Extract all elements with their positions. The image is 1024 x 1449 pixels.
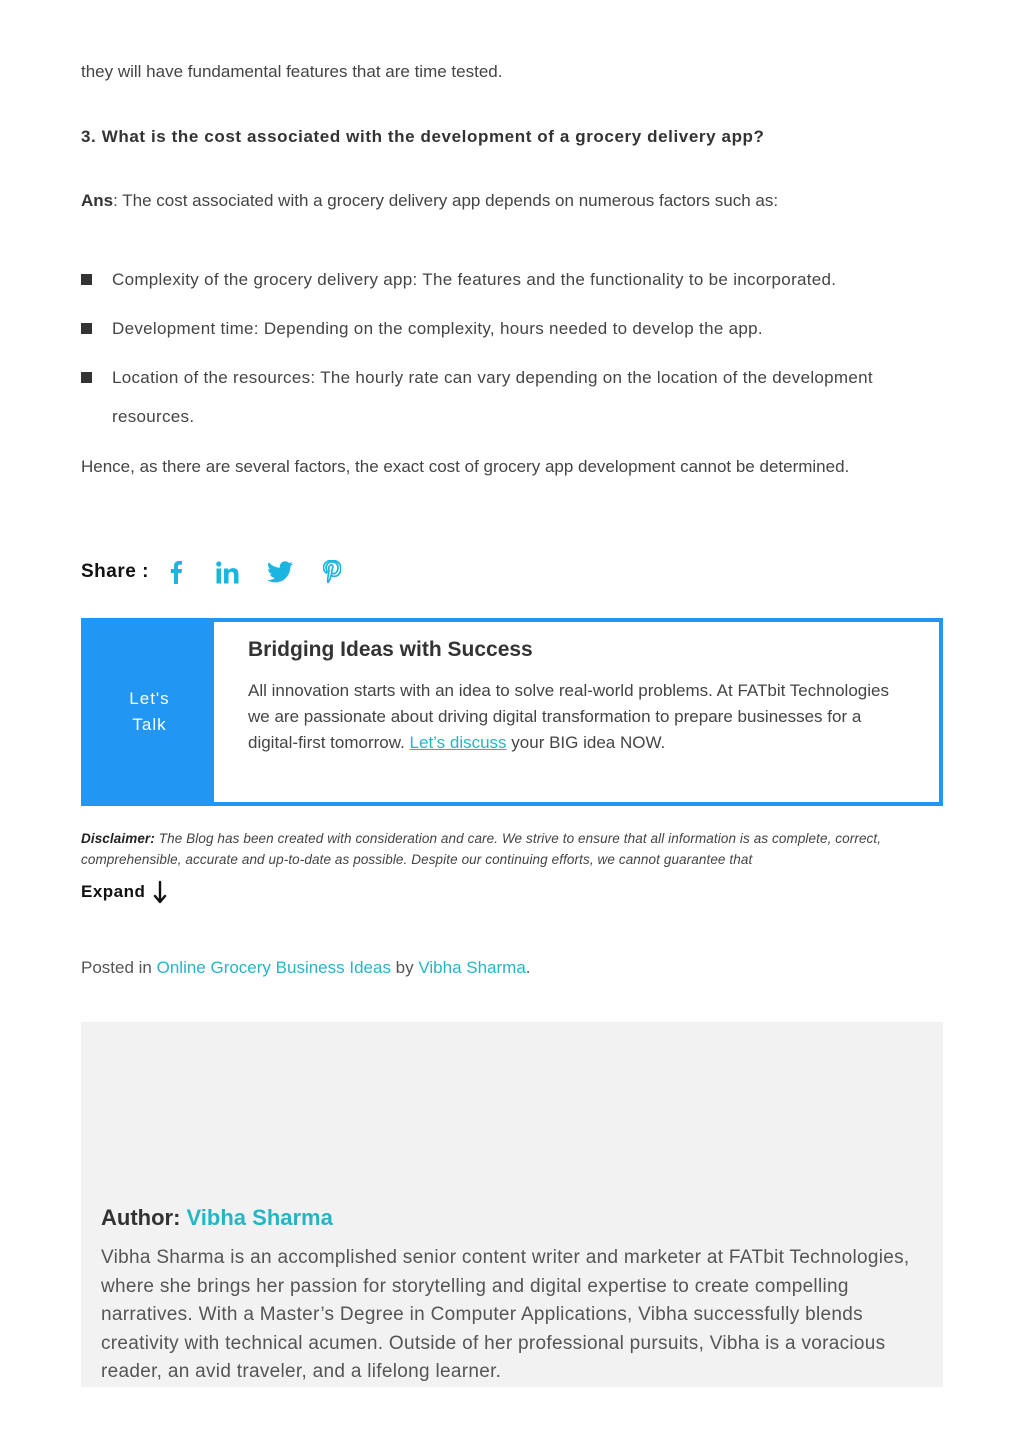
square-bullet-icon xyxy=(81,274,92,285)
expand-button[interactable] xyxy=(81,880,167,904)
cta-text: All innovation starts with an idea to solve real-world problems. At FATbit Technologies we are passionate about driving digital transformation to prepare businesses for a digital-first tomorrow. Let’s discuss your BIG idea NOW. xyxy=(248,681,889,752)
author-heading: Author: Vibha Sharma xyxy=(101,1205,333,1230)
list-item: Development time: Depending on the complexity, hours needed to develop the app. xyxy=(81,309,951,348)
share-bar xyxy=(81,557,371,587)
cta-title: Bridging Ideas with Success xyxy=(248,638,533,661)
disclaimer-text: Disclaimer: The Blog has been created with consideration and care. We strive to ensure that all information is as complete, correct, comprehensible, accurate and up-to-date as possible. Despite our continuing efforts, we cannot guarantee that xyxy=(81,831,882,867)
lets-talk-banner xyxy=(81,618,943,806)
conclusion-text: Hence, as there are several factors, the exact cost of grocery app development cannot be determined. xyxy=(81,457,850,476)
faq-answer xyxy=(81,191,778,211)
square-bullet-icon xyxy=(81,323,92,334)
linkedin-icon[interactable] xyxy=(215,559,241,585)
author-box xyxy=(81,1022,943,1387)
lets-talk-line1: Let's xyxy=(129,689,170,708)
share-label: Share : xyxy=(81,561,149,582)
list-item: Complexity of the grocery delivery app: The features and the functionality to be incorporated. xyxy=(81,260,951,299)
list-item: Location of the resources: The hourly rate can vary depending on the location of the development resources. xyxy=(81,358,951,436)
answer-text: : The cost associated with a grocery delivery app depends on numerous factors such as: xyxy=(113,191,779,210)
answer-label: Ans xyxy=(81,191,114,210)
category-link[interactable]: Online Grocery Business Ideas xyxy=(156,958,391,977)
arrow-down-icon xyxy=(153,880,167,904)
pinterest-icon[interactable] xyxy=(319,559,345,585)
intro-text: they will have fundamental features that are time tested. xyxy=(81,62,503,81)
lets-discuss-link[interactable]: Let’s discuss xyxy=(409,733,507,752)
author-name-link[interactable]: Vibha Sharma xyxy=(186,1205,333,1230)
cost-factor-list xyxy=(81,260,951,446)
cta-content xyxy=(214,622,939,802)
square-bullet-icon xyxy=(81,372,92,383)
expand-label: Expand xyxy=(81,882,146,901)
twitter-icon[interactable] xyxy=(267,559,293,585)
lets-talk-button[interactable] xyxy=(85,622,214,802)
disclaimer-label: Disclaimer: xyxy=(81,831,155,846)
author-bio: Vibha Sharma is an accomplished senior content writer and marketer at FATbit Technologies, where she brings her passion for storytelling and digital expertise to create compelling narratives. With a Master’s Degree in Computer Applications, Vibha successfully blends creativity with technical acumen. Outside of her professional pursuits, Vibha is a voracious reader, an avid traveler, and a lifelong learner. xyxy=(101,1247,910,1382)
faq-question: 3. What is the cost associated with the development of a grocery delivery app? xyxy=(81,127,765,146)
author-link[interactable]: Vibha Sharma xyxy=(418,958,526,977)
lets-talk-line2: Talk xyxy=(132,715,167,734)
facebook-icon[interactable] xyxy=(163,559,189,585)
posted-in-line: Posted in Online Grocery Business Ideas by Vibha Sharma. xyxy=(81,958,531,977)
